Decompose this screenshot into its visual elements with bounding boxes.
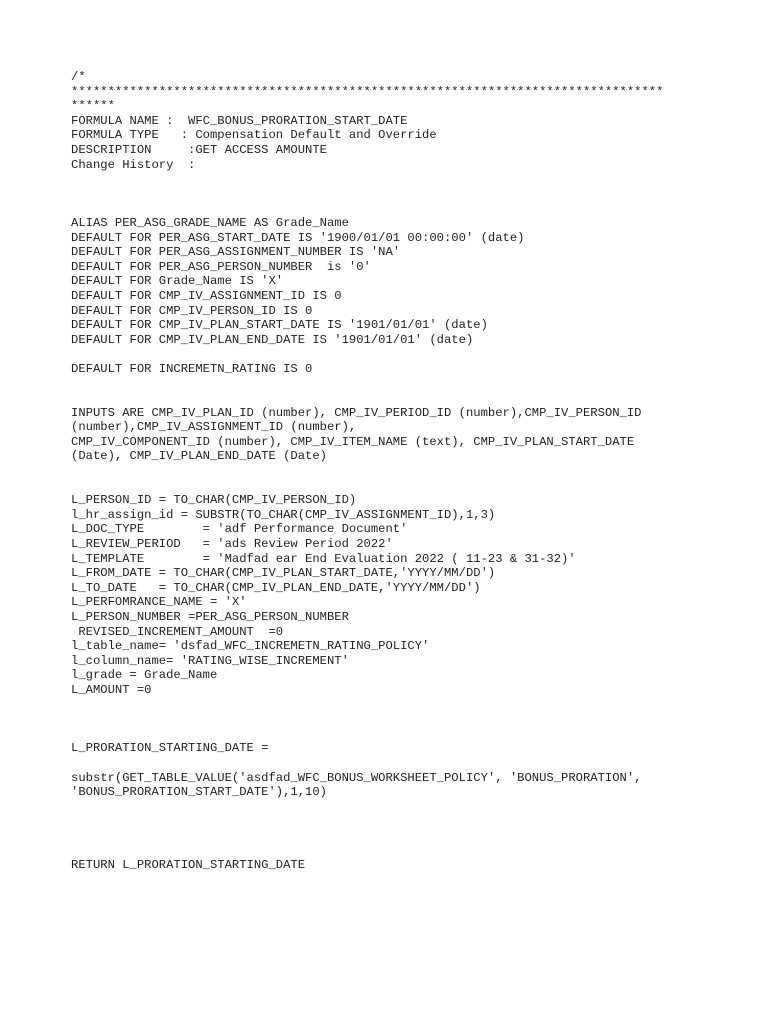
blank-line <box>71 464 721 479</box>
assignment-statement: L_REVIEW_PERIOD = 'ads Review Period 2022' <box>71 537 393 551</box>
blank-line <box>71 756 721 771</box>
assignment-statement: L_PERSON_ID = TO_CHAR(CMP_IV_PERSON_ID) <box>71 493 357 508</box>
table-value-call: 'BONUS_PRORATION_START_DATE'),1,10) <box>71 785 327 800</box>
assignment-statement: L_PERSON_NUMBER =PER_ASG_PERSON_NUMBER <box>71 609 349 624</box>
default-statement: DEFAULT FOR CMP_IV_ASSIGNMENT_ID IS 0 <box>71 288 342 303</box>
assignment-statement: L_PERFOMRANCE_NAME = 'X' <box>71 595 247 610</box>
alias-statement: ALIAS PER_ASG_GRADE_NAME AS Grade_Name <box>71 215 349 230</box>
assignment-statement: L_FROM_DATE = TO_CHAR(CMP_IV_PLAN_START_DATE,'YYYY/MM/DD') <box>71 566 496 581</box>
formula-type: FORMULA TYPE : Compensation Default and Override <box>71 128 437 143</box>
formula-document <box>71 70 721 873</box>
inputs-statement: INPUTS ARE CMP_IV_PLAN_ID (number), CMP_IV_PERIOD_ID (number),CMP_IV_PERSON_ID <box>71 405 642 420</box>
change-history: Change History : <box>71 157 196 172</box>
comment-rule: ********************************************************************************* <box>71 84 664 99</box>
blank-line <box>71 479 721 494</box>
blank-line <box>71 347 721 362</box>
inputs-statement: (Date), CMP_IV_PLAN_END_DATE (Date) <box>71 449 327 464</box>
default-statement: DEFAULT FOR INCREMETN_RATING IS 0 <box>71 361 313 376</box>
comment-open: /* <box>71 70 86 84</box>
blank-line <box>71 391 721 406</box>
assignment-statement: L_TO_DATE = TO_CHAR(CMP_IV_PLAN_END_DATE,'YYYY/MM/DD') <box>71 580 481 595</box>
blank-line <box>71 376 721 391</box>
blank-line <box>71 712 721 727</box>
default-statement: DEFAULT FOR PER_ASG_START_DATE IS '1900/01/01 00:00:00' (date) <box>71 230 525 245</box>
formula-name: FORMULA NAME : WFC_BONUS_PRORATION_START_DATE <box>71 113 408 128</box>
default-statement: DEFAULT FOR CMP_IV_PLAN_START_DATE IS '1901/01/01' (date) <box>71 318 488 333</box>
inputs-statement: (number),CMP_IV_ASSIGNMENT_ID (number), <box>71 420 357 435</box>
assignment-statement: l_table_name= 'dsfad_WFC_INCREMETN_RATING_POLICY' <box>71 639 430 654</box>
blank-line <box>71 727 721 742</box>
assignment-statement: L_DOC_TYPE = 'adf Performance Document' <box>71 522 408 537</box>
assignment-statement: L_TEMPLATE = 'Madfad ear End Evaluation 2022 ( 11-23 & 31-32)' <box>71 551 576 566</box>
blank-line <box>71 829 721 844</box>
blank-line <box>71 187 721 202</box>
default-statement: DEFAULT FOR CMP_IV_PLAN_END_DATE IS '1901/01/01' (date) <box>71 332 474 347</box>
return-statement: RETURN L_PRORATION_STARTING_DATE <box>71 858 306 873</box>
comment-rule-end: ****** <box>71 99 115 114</box>
blank-line <box>71 800 721 815</box>
default-statement: DEFAULT FOR CMP_IV_PERSON_ID IS 0 <box>71 303 313 318</box>
default-statement: DEFAULT FOR PER_ASG_PERSON_NUMBER is '0' <box>71 259 371 274</box>
assignment-statement: l_column_name= 'RATING_WISE_INCREMENT' <box>71 653 349 668</box>
table-value-call: substr(GET_TABLE_VALUE('asdfad_WFC_BONUS_WORKSHEET_POLICY', 'BONUS_PRORATION', <box>71 770 642 785</box>
default-statement: DEFAULT FOR PER_ASG_ASSIGNMENT_NUMBER IS 'NA' <box>71 245 401 260</box>
assignment-statement: l_hr_assign_id = SUBSTR(TO_CHAR(CMP_IV_ASSIGNMENT_ID),1,3) <box>71 507 496 522</box>
blank-line <box>71 172 721 187</box>
default-statement: DEFAULT FOR Grade_Name IS 'X' <box>71 274 284 289</box>
assignment-statement: l_grade = Grade_Name <box>71 668 218 683</box>
assignment-statement: L_AMOUNT =0 <box>71 682 152 697</box>
assignment-statement: REVISED_INCREMENT_AMOUNT =0 <box>71 624 284 639</box>
description: DESCRIPTION :GET ACCESS AMOUNTE <box>71 142 327 157</box>
blank-line <box>71 843 721 858</box>
proration-assignment: L_PRORATION_STARTING_DATE = <box>71 741 269 756</box>
blank-line <box>71 698 721 713</box>
inputs-statement: CMP_IV_COMPONENT_ID (number), CMP_IV_ITEM_NAME (text), CMP_IV_PLAN_START_DATE <box>71 434 635 449</box>
blank-line <box>71 814 721 829</box>
blank-line <box>71 201 721 216</box>
